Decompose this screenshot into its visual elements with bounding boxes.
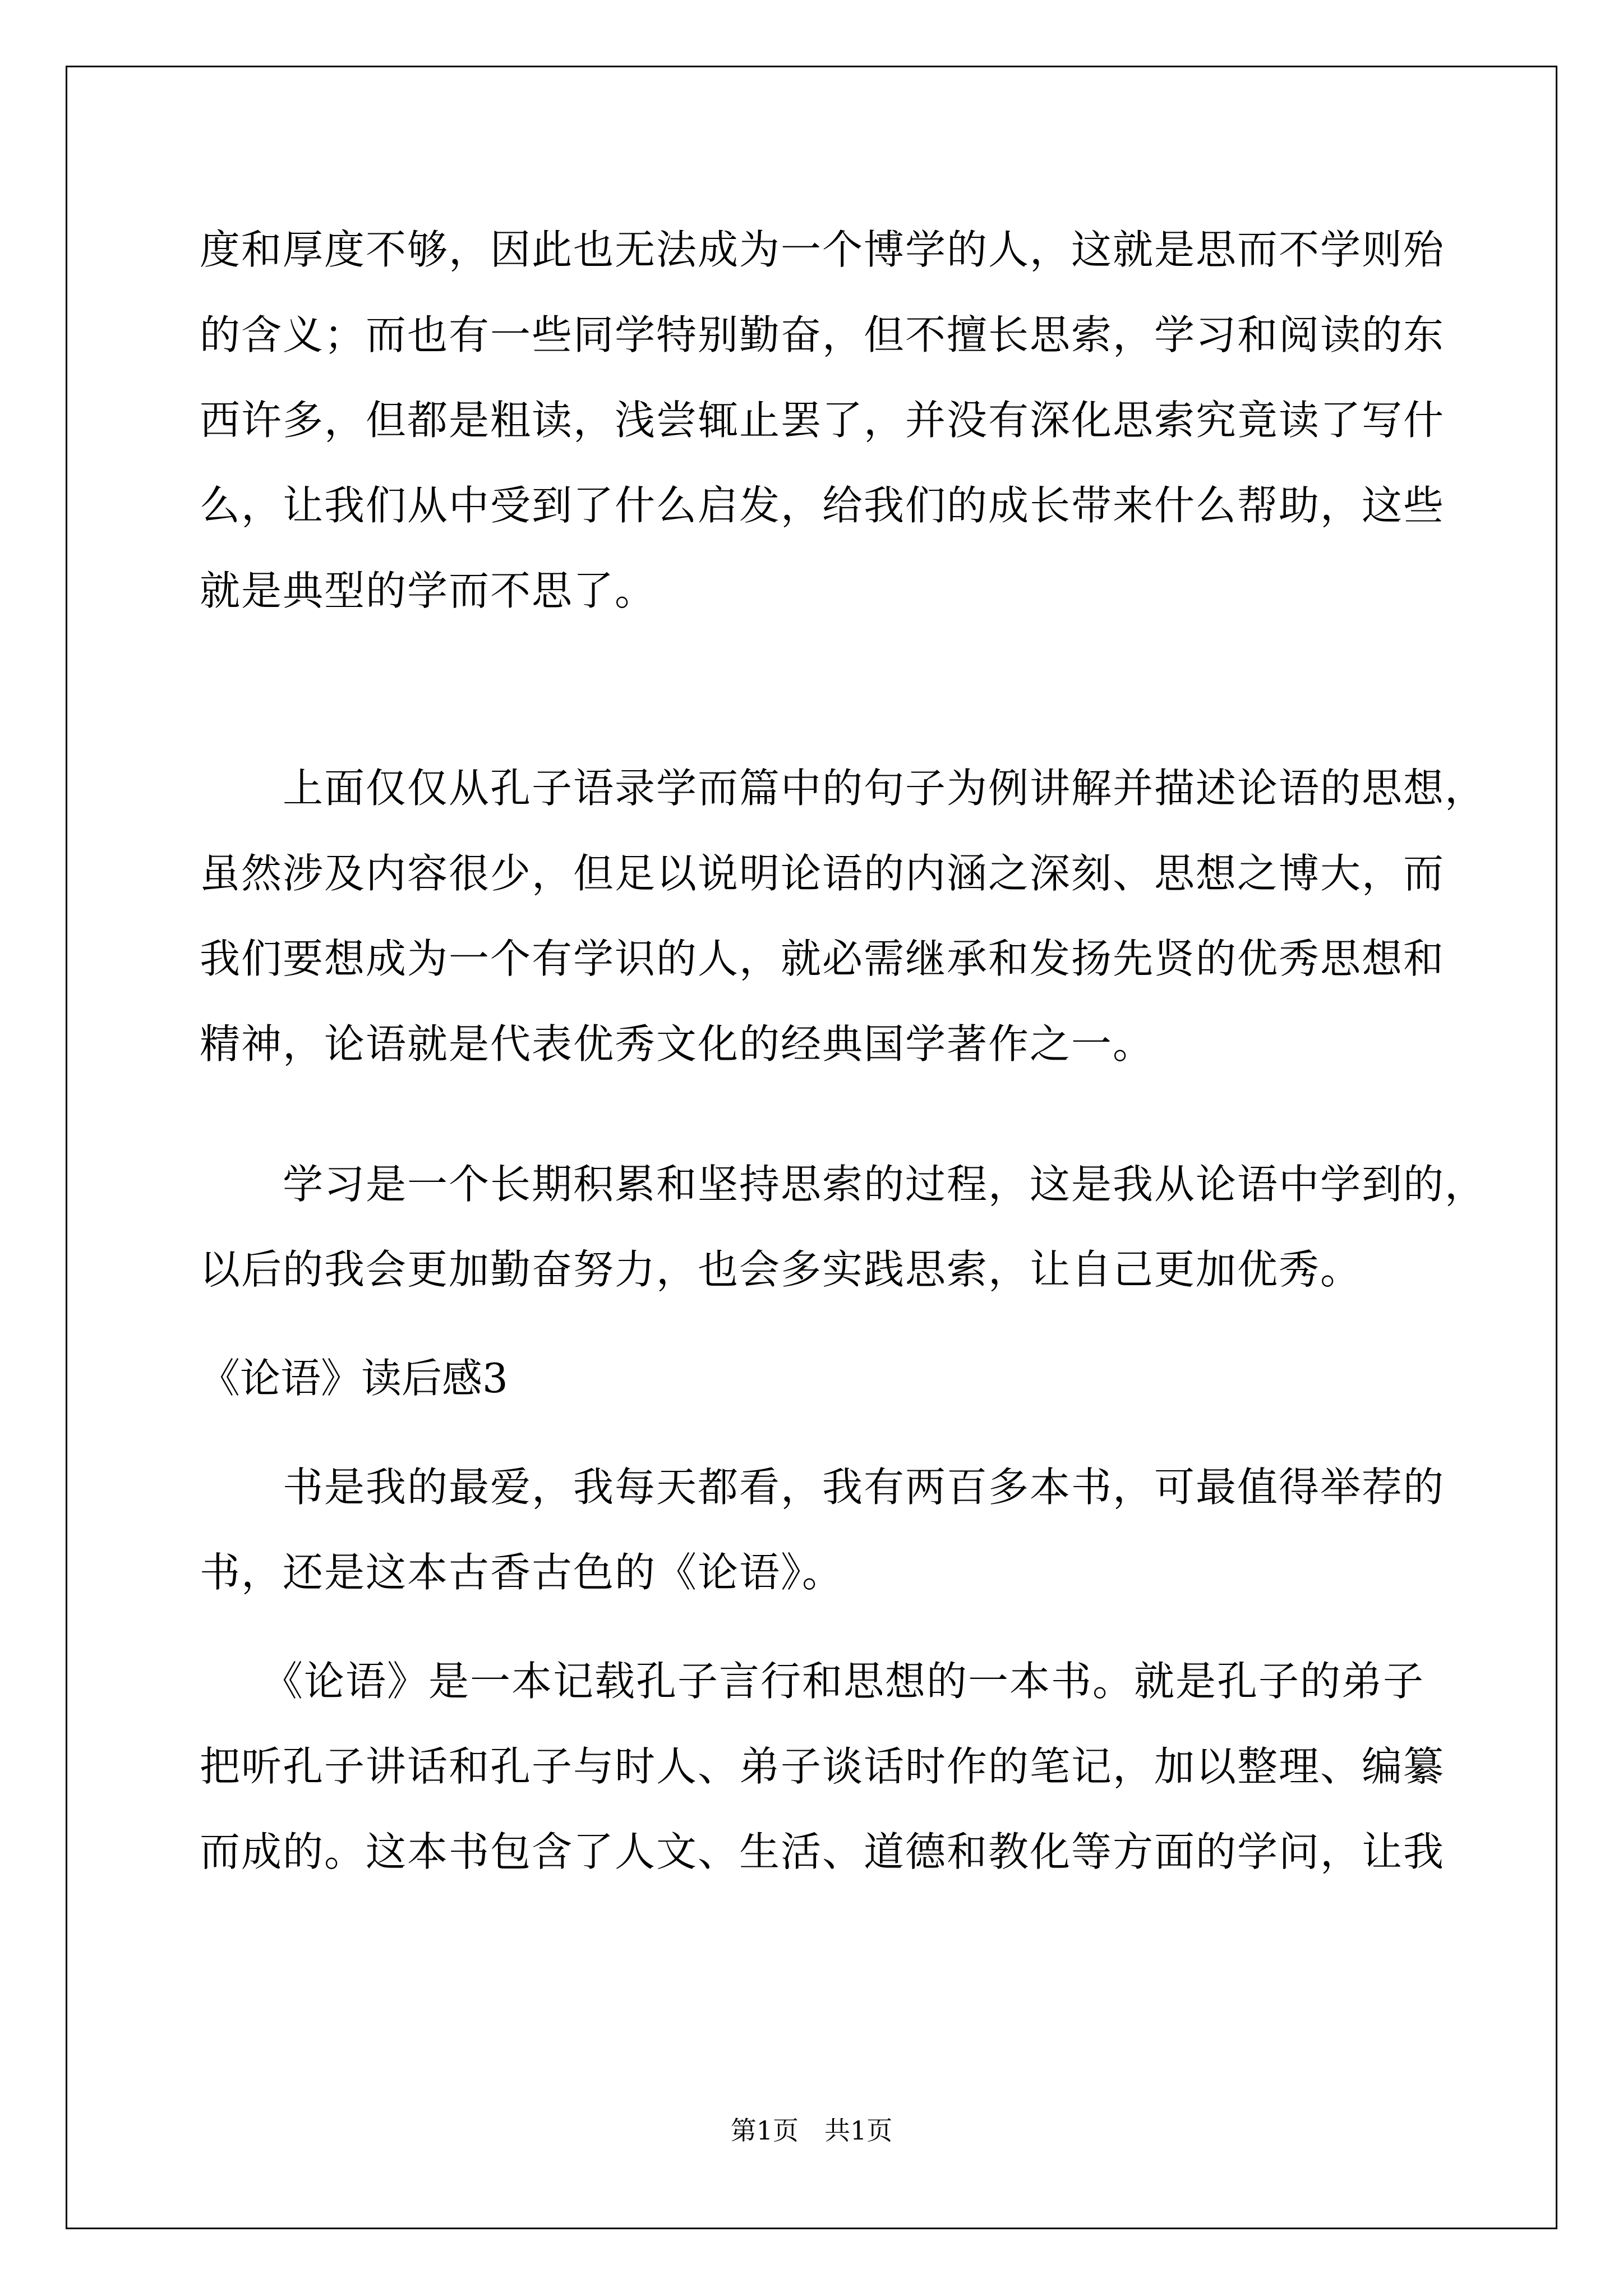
paragraph-line: 而成的。这本书包含了人文、生活、道德和教化等方面的学问，让我 [200,1828,1445,1875]
paragraph-line: 以后的我会更加勤奋努力，也会多实践思索，让自己更加优秀。 [200,1246,1362,1293]
paragraph-line: 学习是一个长期积累和坚持思索的过程，这是我从论语中学到的， [200,1161,1487,1208]
paragraph-line: 上面仅仅从孔子语录学而篇中的句子为例讲解并描述论语的思想， [200,765,1487,812]
paragraph-line: 《论语》是一本记载孔子言行和思想的一本书。就是孔子的弟子 [200,1658,1425,1705]
paragraph-line: 我们要想成为一个有学识的人，就必需继承和发扬先贤的优秀思想和 [200,935,1445,982]
paragraph-line: 的含义；而也有一些同学特别勤奋，但不擅长思索，学习和阅读的东 [200,311,1445,358]
paragraph-line: 把听孔子讲话和孔子与时人、弟子谈话时作的笔记，加以整理、编纂 [200,1743,1445,1790]
paragraph-line: 度和厚度不够，因此也无法成为一个博学的人，这就是思而不学则殆 [200,226,1445,273]
paragraph-line: 书是我的最爱，我每天都看，我有两百多本书，可最值得举荐的 [200,1464,1445,1511]
paragraph-line: 精神，论语就是代表优秀文化的经典国学著作之一。 [200,1020,1155,1068]
paragraph-line: 西许多，但都是粗读，浅尝辄止罢了，并没有深化思索究竟读了写什 [200,397,1445,444]
paragraph-line: 书，还是这本古香古色的《论语》。 [200,1549,844,1596]
page-number-footer: 第1页 共1页 [730,2115,893,2146]
section-heading: 《论语》读后感3 [200,1355,508,1402]
paragraph-line: 虽然涉及内容很少，但足以说明论语的内涵之深刻、思想之博大，而 [200,850,1445,897]
paragraph-line: 就是典型的学而不思了。 [200,567,657,614]
page-border [66,66,1557,2229]
paragraph-line: 么，让我们从中受到了什么启发，给我们的成长带来什么帮助，这些 [200,482,1445,529]
